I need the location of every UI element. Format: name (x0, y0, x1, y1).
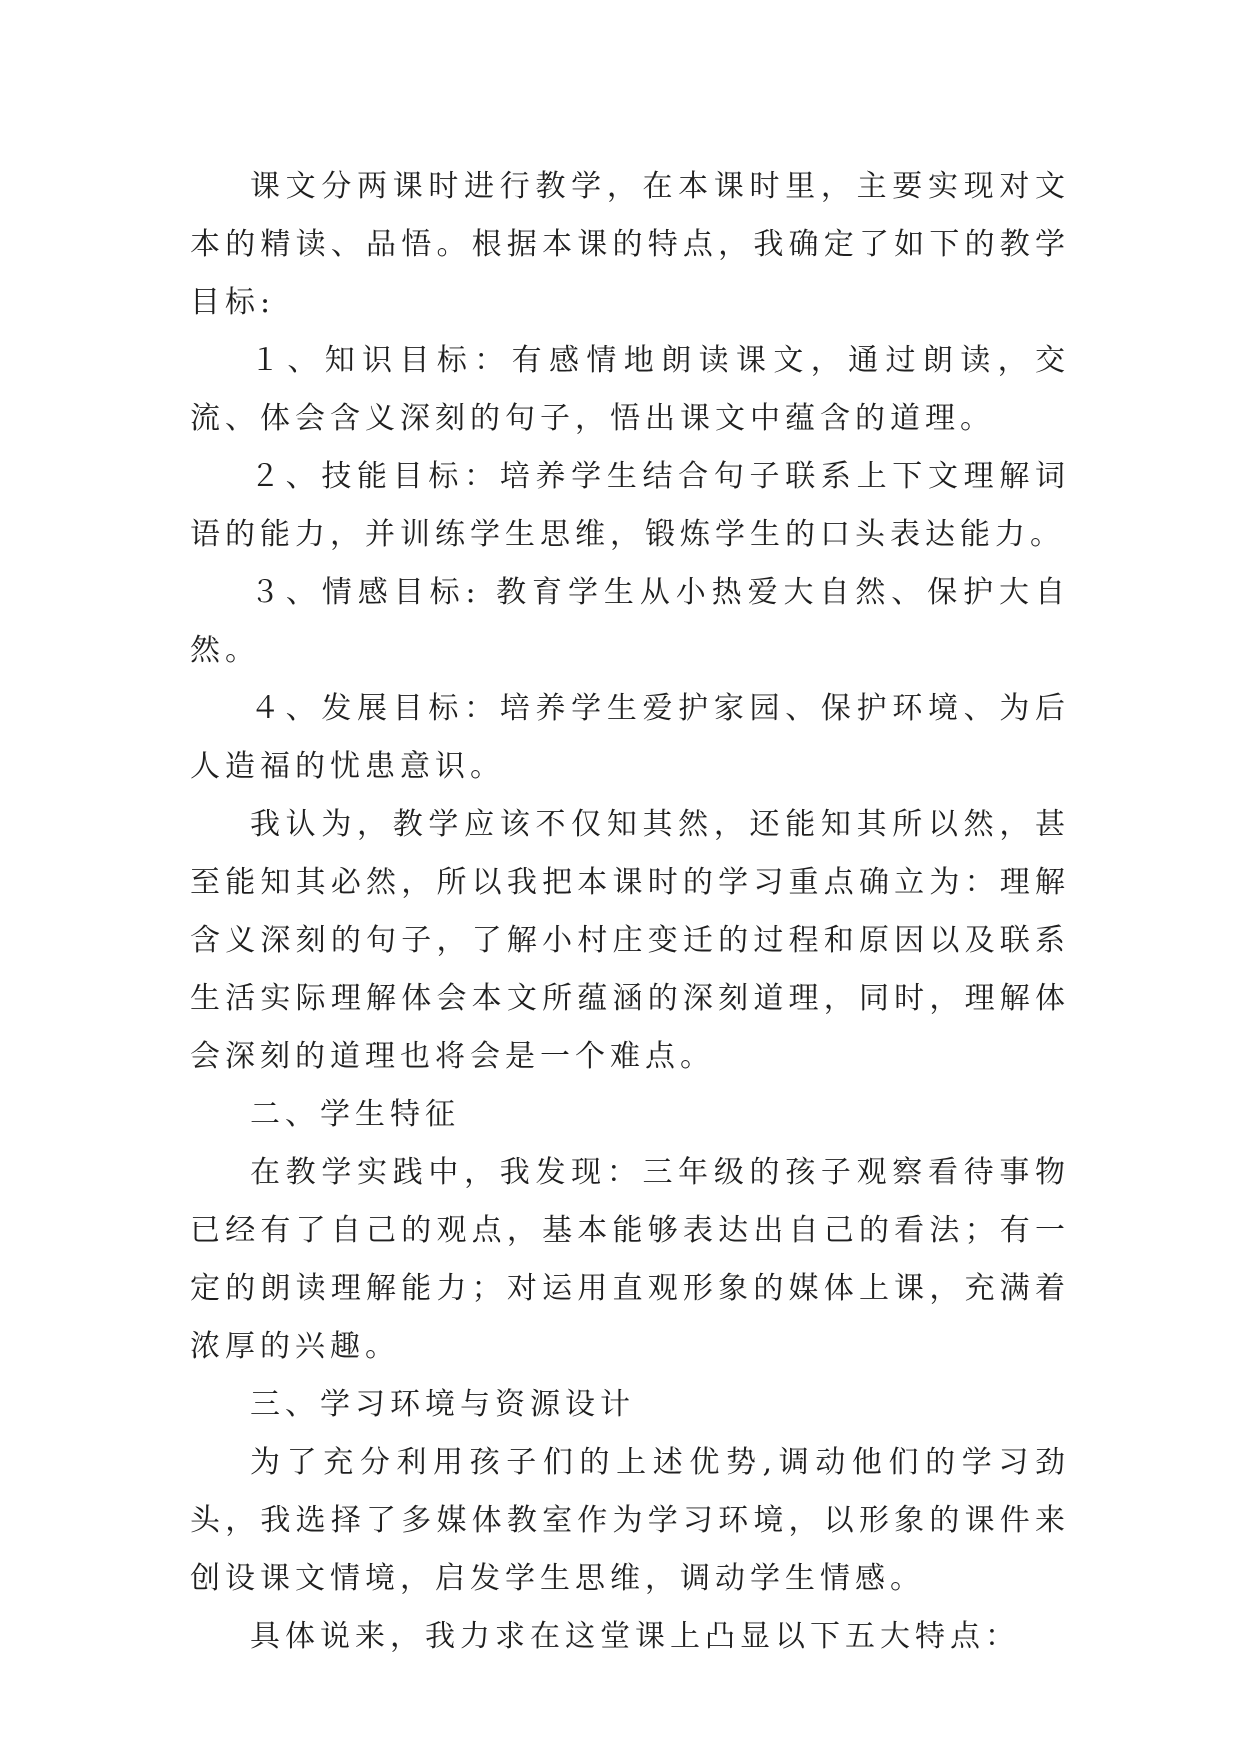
key-points-paragraph: 我认为，教学应该不仅知其然，还能知其所以然，甚至能知其必然，所以我把本课时的学习重点确立为：理解含义深刻的句子，了解小村庄变迁的过程和原因以及联系生活实际理解体会本文所蕴涵的深刻道理，同时，理解体会深刻的道理也将会是一个难点。 (190, 807, 1070, 1074)
student-traits-paragraph: 在教学实践中，我发现：三年级的孩子观察看待事物已经有了自己的观点，基本能够表达出自己的看法；有一定的朗读理解能力；对运用直观形象的媒体上课，充满着浓厚的兴趣。 (190, 1155, 1070, 1364)
goal-knowledge-paragraph: １、知识目标：有感情地朗读课文，通过朗读，交流、体会含义深刻的句子，悟出课文中蕴含的道理。 (190, 343, 1070, 436)
goal-development-paragraph: ４、发展目标：培养学生爱护家园、保护环境、为后人造福的忧患意识。 (190, 691, 1070, 784)
features-intro-paragraph: 具体说来，我力求在这堂课上凸显以下五大特点： (250, 1619, 1020, 1654)
goal-emotion-paragraph: ３、情感目标: 教育学生从小热爱大自然、保护大自然。 (190, 575, 1070, 668)
intro-paragraph: 课文分两课时进行教学，在本课时里，主要实现对文本的精读、品悟。根据本课的特点，我确定了如下的教学目标: (190, 169, 1070, 320)
section-heading-student-traits: 二、学生特征 (250, 1097, 460, 1132)
document-body (190, 158, 1070, 1666)
environment-paragraph: 为了充分利用孩子们的上述优势,调动他们的学习劲头，我选择了多媒体教室作为学习环境，以形象的课件来创设课文情境，启发学生思维，调动学生情感。 (190, 1445, 1070, 1596)
section-heading-environment: 三、学习环境与资源设计 (250, 1387, 635, 1422)
goal-skill-paragraph: ２、技能目标：培养学生结合句子联系上下文理解词语的能力，并训练学生思维，锻炼学生的口头表达能力。 (190, 459, 1070, 552)
